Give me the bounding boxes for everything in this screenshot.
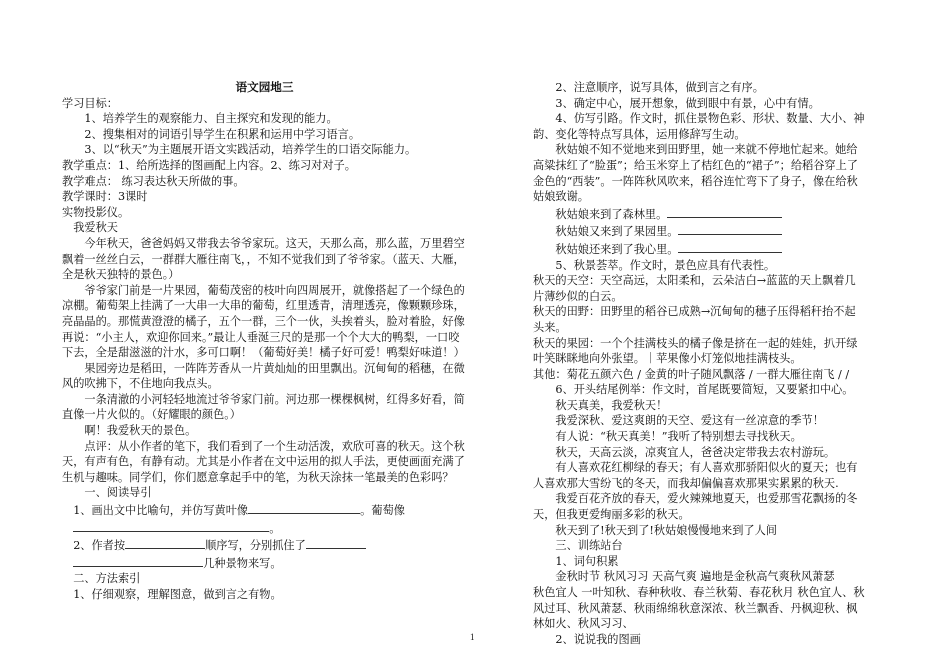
- essay-paragraph-4: 一条清澈的小河轻轻地流过爷爷家门前。河边那一棵棵枫树，红得多好看，简直像一片火似的。（好耀眼的颜色。）: [62, 392, 465, 422]
- left-column: [62, 80, 467, 603]
- page-title: 语文园地三: [235, 80, 294, 94]
- fill-line-2: [533, 222, 865, 240]
- goal-1: 1、培养学生的观察能力、自主探究和发现的能力。: [84, 112, 338, 126]
- method-2: 2、注意顺序，说写具体，做到言之有序。: [555, 81, 764, 94]
- example-5: 有人喜欢花红柳绿的春天；有人喜欢那骄阳似火的夏天；也有人喜欢那大雪纷飞的冬天，而我却偏偏喜欢那果实累累的秋天.: [533, 461, 858, 490]
- example-1: 秋天真美，我爱秋天！: [555, 398, 668, 412]
- key-points: 教学重点：1、给所选择的图画配上内容。2、练习对对子。: [62, 158, 356, 172]
- autumn-orchard: 秋天的果园：一个个挂满枝头的橘子像是挤在一起的娃娃，扒开绿叶笑眯眯地向外张望。｜苹果像小灯笼似地挂满枝头。: [533, 336, 858, 366]
- method-6: 6、开头结尾例举：作文时，首尾既要简短，又要紧扣中心。: [555, 383, 854, 397]
- comment: 点评：从小作者的笔下，我们看到了一个生动活泼，欢欣可喜的秋天。这个秋天，有声有色，有静有动。尤其是小作者在文中运用的拟人手法，更使画面充满了生机与趣味。同学们，你们愿意拿起手中的笔，为秋天涂抹一笔最美的色彩吗？: [62, 439, 465, 484]
- projector: 实物投影仪。: [62, 205, 130, 219]
- autumn-field: 秋天的田野：田野里的稻谷已成熟→沉甸甸的穗子压得稻秆抬不起头来。: [533, 305, 856, 334]
- example-2: 我爱深秋、爱这爽朗的天空、爱这有一丝凉意的季节！: [555, 414, 824, 428]
- essay-paragraph-3: 果园旁边是稻田，一阵阵芳香从一片黄灿灿的田里飘出。沉甸甸的稻穗，在微风的吹拂下，不住地向我点头。: [62, 361, 465, 391]
- question-2-text-c: 几种景物来写。: [203, 556, 282, 570]
- right-column: [533, 80, 865, 647]
- fill-line-3-text: 秋姑娘还来到了我心里。: [555, 242, 679, 256]
- question-1-text-c: 。: [269, 521, 281, 535]
- difficulty: 教学难点： 练习表达秋天所做的事。: [62, 174, 245, 188]
- question-1: [62, 501, 467, 536]
- question-1-text-a: 1、画出文中比喻句，并仿写黄叶像: [73, 504, 249, 518]
- section-reading-guide: 一、阅读导引: [84, 486, 152, 500]
- fill-line-3: [533, 240, 865, 258]
- section-method-index: 二、方法索引: [73, 572, 141, 586]
- method-5: 5、秋景荟萃。作文时，景色应具有代表性。: [555, 258, 776, 272]
- answer-blank[interactable]: [306, 536, 366, 549]
- answer-blank[interactable]: [667, 205, 782, 218]
- answer-blank[interactable]: [248, 501, 360, 514]
- page-number: 1: [470, 632, 475, 642]
- example-4: 秋天，天高云淡，凉爽宜人，爸爸决定带我去农村游玩。: [555, 445, 836, 459]
- question-1-text-b: 。葡萄像: [360, 504, 405, 518]
- example-3: 有人说：“秋天真美！”我听了特别想去寻找秋天。: [555, 430, 802, 444]
- answer-blank[interactable]: [678, 222, 782, 235]
- method-4: 4、仿写引路。作文时，抓住景物色彩、形状、数量、大小、神韵、变化等特点写具体，运用修辞写生动。: [533, 112, 865, 141]
- other-scenes: 其他：菊花五颜六色 / 金黄的叶子随风飘落 / 一群大雁往南飞 / /: [533, 367, 850, 381]
- essay-paragraph-2: 爷爷家门前是一片果园，葡萄茂密的枝叶向四周展开，就像搭起了一个绿色的凉棚。葡萄架上挂满了一大串一大串的葡萄，红里透青，清理透亮，像颗颗珍珠，亮晶晶的。那慌黄澄澄的橘子，五个一群，三个一伙，头挨着头，脸对着脸，好像再说：“小主人，欢迎你回来。”最让人垂涎三尺的是那一个个大大的鸭梨，一口咬下去，全是甜滋滋的汁水，多可口啊！（葡萄好美！橘子好可爱！鸭梨好味道！）: [62, 283, 465, 360]
- essay-paragraph-1: 今年秋天，爸爸妈妈又带我去爷爷家玩。这天，天那么高，那么蓝，万里碧空飘着一丝丝白云，一群群大雁往南飞，，不知不觉我们到了爷爷家。（蓝天、大雁，全是秋天独特的景色。）: [62, 236, 465, 282]
- goal-3: 3、以“秋天”为主题展开语文实践活动，培养学生的口语交际能力。: [84, 143, 417, 157]
- answer-blank[interactable]: [125, 536, 205, 549]
- method-1: 1、仔细观察，理解图意，做到言之有物。: [73, 588, 282, 601]
- fill-line-2-text: 秋姑娘又来到了果园里。: [555, 225, 679, 239]
- example-6: 我爱百花齐放的春天，爱火辣辣地夏天，也爱那雪花飘扬的冬天，但我更爱绚丽多彩的秋天。: [533, 492, 858, 522]
- essay-title: 我爱秋天: [73, 221, 118, 235]
- fill-line-1: [533, 205, 865, 223]
- word-bank-1: 金秋时节 秋风习习 天高气爽 遍地是金秋高气爽秋风萧瑟: [555, 570, 835, 584]
- word-bank-2: 秋色宜人 一叶知秋、春种秋收、春兰秋菊、春花秋月 秋色宜人、秋风过耳、秋风萧瑟、秋雨绵绵秋意深浓、秋兰飘香、丹枫迎秋、枫林如火、秋风习习、: [533, 586, 865, 631]
- goal-2: 2、搜集相对的词语引导学生在积累和运用中学习语言。: [84, 127, 361, 141]
- goals-heading: 学习目标：: [62, 96, 118, 110]
- question-2-text-b: 顺序写，分别抓住了: [205, 539, 306, 553]
- answer-blank[interactable]: [678, 240, 782, 253]
- method-3: 3、确定中心，展开想象，做到眼中有景，心中有情。: [555, 96, 820, 110]
- fill-line-1-text: 秋姑娘来到了森林里。: [555, 207, 668, 221]
- section-training: 三、训练站台: [555, 539, 623, 553]
- autumn-sky: 秋天的天空：天空高远，太阳柔和，云朵洁白→蓝蓝的天上飘着几片薄纱似的白云。: [533, 274, 856, 303]
- training-1: 1、词句积累: [555, 554, 619, 568]
- class-hours: 教学课时：3课时: [62, 190, 148, 204]
- answer-blank[interactable]: [73, 519, 269, 532]
- question-2: [62, 536, 467, 571]
- question-2-text-a: 2、作者按: [73, 539, 126, 553]
- training-2: 2、说说我的图画: [555, 632, 641, 646]
- example-7: 秋天到了!秋天到了!秋姑娘慢慢地来到了人间: [555, 523, 777, 537]
- autumn-girl-paragraph: 秋姑娘不知不觉地来到田野里，她一来就不停地忙起来。她给高粱抹红了“脸蛋”；给玉米穿上了桔红色的“裙子”；给稻谷穿上了金色的“西装”。一阵阵秋风吹来，稻谷连忙弯下了身子，像在给秋姑娘致谢。: [533, 143, 858, 204]
- answer-blank[interactable]: [73, 554, 203, 567]
- essay-paragraph-5: 啊！我爱秋天的景色。: [84, 424, 197, 438]
